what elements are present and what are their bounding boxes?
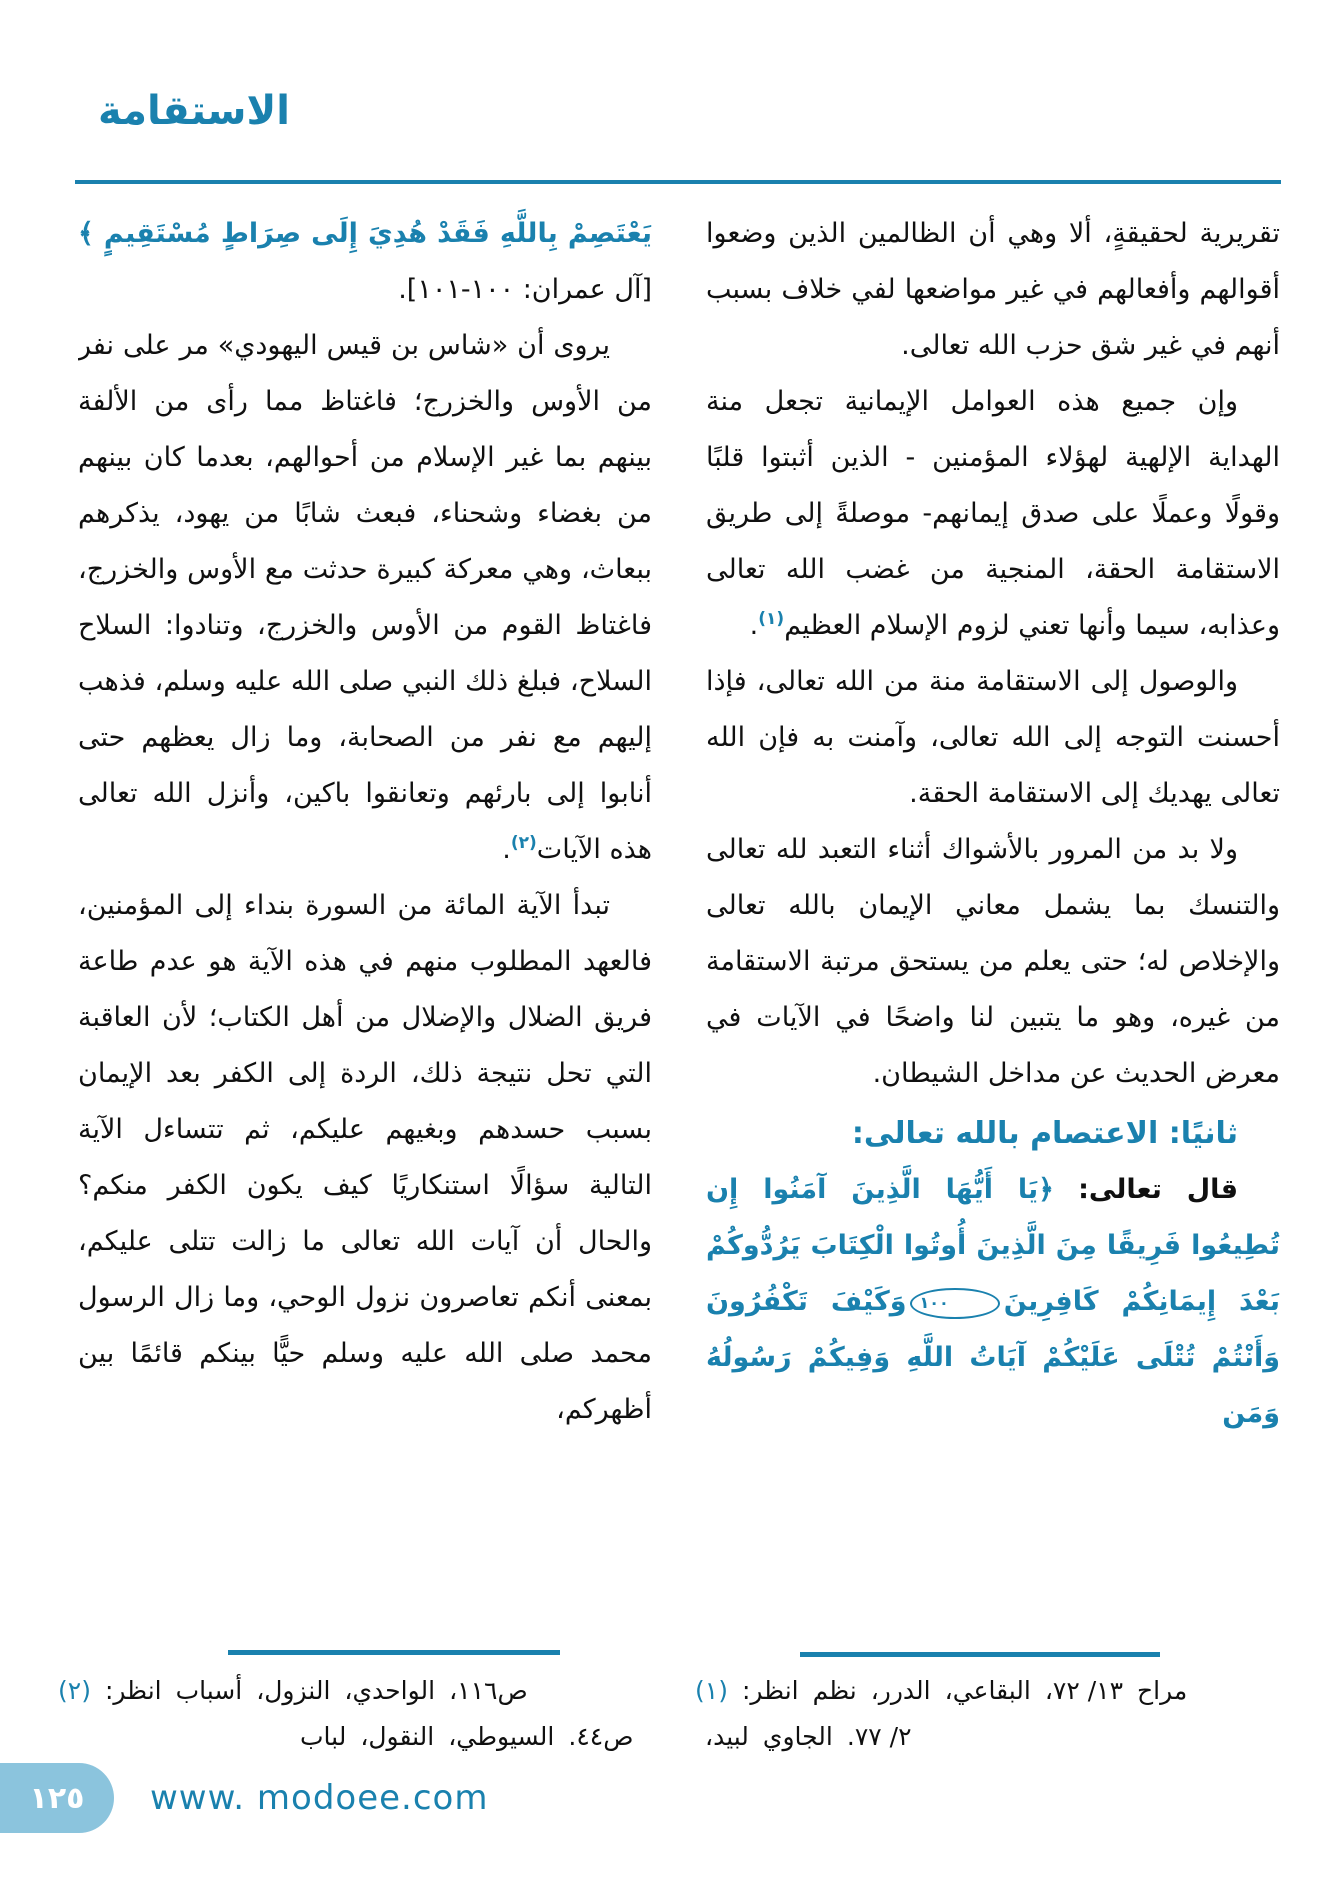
quran-verse-part2: وَكَيْفَ تَكْفُرُونَ وَأَنْتُمْ تُتْلَى عَلَيْكُمْ آيَاتُ اللَّهِ وَفِيكُمْ رَسُولُهُ وَمَن xyxy=(706,1286,1280,1429)
footnote-marker: (٢) xyxy=(58,1676,91,1705)
page-number-tab xyxy=(0,1763,114,1833)
footnote-word: النزول، xyxy=(256,1676,331,1705)
quran-quote xyxy=(706,1162,1280,1442)
footnote-left-lines xyxy=(58,1668,670,1760)
quran-verse-continuation: يَعْتَصِمْ بِاللَّهِ فَقَدْ هُدِيَ إِلَى صِرَاطٍ مُسْتَقِيمٍ ﴾ xyxy=(78,218,652,249)
footnote-word: انظر: xyxy=(104,1676,162,1705)
footnote-ref-1: (١) xyxy=(758,609,785,629)
footnote-word: ص١١٦، xyxy=(449,1676,528,1705)
footnote-line xyxy=(695,1668,1291,1714)
footnote-word: لباب xyxy=(300,1722,347,1751)
footnote-word: نظم xyxy=(812,1676,857,1705)
paragraph-text: تبدأ الآية المائة من السورة بنداء إلى المؤمنين، فالعهد المطلوب منهم في هذه الآية هو عدم طاعة فريق الضلال والإضلال من أهل الكتاب؛ لأن العاقبة التي تحل نتيجة ذلك، الردة إلى الكفر بعد الإيمان بسبب حسدهم وبغيهم عليكم، ثم تتساءل الآية التالية سؤالًا استنكاريًا كيف يكون الكفر منكم؟ والحال أن آيات الله تعالى ما زالت تتلى عليكم، بمعنى أنكم تعاصرون نزول الوحي، وما زال الرسول محمد صلى الله عليه وسلم حيًّا بينكم قائمًا بين أظهركم، xyxy=(78,890,652,1425)
right-text-column xyxy=(706,206,1280,1658)
body-paragraph xyxy=(706,822,1280,1102)
website-url: www. modoee.com xyxy=(150,1778,489,1818)
quote-intro: قال تعالى: xyxy=(1078,1174,1238,1205)
left-text-column xyxy=(78,206,652,1658)
body-paragraph xyxy=(706,206,1280,374)
paragraph-tail: . xyxy=(502,834,511,865)
paragraph-text: والوصول إلى الاستقامة منة من الله تعالى، فإذا أحسنت التوجه إلى الله تعالى، وآمنت به فإن الله تعالى يهديك إلى الاستقامة الحقة. xyxy=(706,666,1280,809)
footnote-marker: (١) xyxy=(695,1676,728,1705)
body-paragraph xyxy=(706,374,1280,654)
header-rule-divider xyxy=(75,180,1281,184)
footnote-word: الدرر، xyxy=(870,1676,931,1705)
verse-continuation-paragraph xyxy=(78,206,652,318)
footnote-word: أسباب xyxy=(175,1676,243,1705)
footnote-line xyxy=(705,1714,1291,1760)
footnote-word: ٢/ ٧٧. xyxy=(846,1722,912,1751)
section-heading: ثانيًا: الاعتصام بالله تعالى: xyxy=(851,1116,1238,1151)
page-number: ١٢٥ xyxy=(29,1780,85,1816)
footnote-ref-2: (٢) xyxy=(510,833,537,853)
body-paragraph xyxy=(78,318,652,878)
footnote-line xyxy=(58,1668,670,1714)
footnote-word: البقاعي، xyxy=(944,1676,1031,1705)
footnote-word: ص٤٤. xyxy=(568,1722,634,1751)
body-paragraph xyxy=(706,654,1280,822)
footnote-separator-left xyxy=(228,1650,560,1655)
footnote-word: الواحدي، xyxy=(344,1676,436,1705)
paragraph-text: تقريرية لحقيقةٍ، ألا وهي أن الظالمين الذين وضعوا أقوالهم وأفعالهم في غير مواضعها لفي خلاف بسبب أنهم في غير شق حزب الله تعالى. xyxy=(706,218,1280,361)
footnote-word: الجاوي xyxy=(762,1722,833,1751)
footnote-right-lines xyxy=(695,1668,1291,1760)
quran-verse-part1: ﴿يَا أَيُّهَا الَّذِينَ آمَنُوا إِن تُطِيعُوا فَرِيقًا مِنَ الَّذِينَ أُوتُوا الْكِتَابَ يَرُدُّوكُمْ بَعْدَ إِيمَانِكُمْ كَافِرِينَ xyxy=(706,1174,1280,1317)
footnote-separator-right xyxy=(800,1652,1160,1657)
verse-citation: [آل عمران: ١٠٠-١٠١]. xyxy=(398,274,652,305)
footnote-word: النقول، xyxy=(360,1722,435,1751)
footnote-word: السيوطي، xyxy=(448,1722,555,1751)
ayah-number-badge: ١٠٠ xyxy=(910,1288,999,1319)
paragraph-text: ولا بد من المرور بالأشواك أثناء التعبد لله تعالى والتنسك بما يشمل معاني الإيمان بالله تعالى والإخلاص له؛ حتى يعلم من يستحق مرتبة الاستقامة من غيره، وهو ما يتبين لنا واضحًا في الآيات في معرض الحديث عن مداخل الشيطان. xyxy=(706,834,1280,1089)
paragraph-text: يروى أن «شاس بن قيس اليهودي» مر على نفر من الأوس والخزرج؛ فاغتاظ مما رأى من الألفة بينهم بما غير الإسلام من أحوالهم، بعدما كان بينهم من بغضاء وشحناء، فبعث شابًا من يهود، يذكرهم ببعاث، وهي معركة كبيرة حدثت مع الأوس والخزرج، فاغتاظ القوم من الأوس والخزرج، وتنادوا: السلاح السلاح، فبلغ ذلك النبي صلى الله عليه وسلم، فذهب إليهم مع نفر من الصحابة، وما زال يعظهم حتى أنابوا إلى بارئهم وتعانقوا باكين، وأنزل الله تعالى هذه الآيات xyxy=(78,330,652,865)
footnote-word: انظر: xyxy=(741,1676,799,1705)
paragraph-tail: . xyxy=(749,610,759,641)
footnote-word: ١٣/ ٧٢، xyxy=(1044,1676,1123,1705)
body-paragraph xyxy=(78,878,652,1438)
paragraph-text: وإن جميع هذه العوامل الإيمانية تجعل منة الهداية الإلهية لهؤلاء المؤمنين - الذين أثبتوا قلبًا وقولًا وعملًا على صدق إيمانهم- موصلةً إلى طريق الاستقامة الحقة، المنجية من غضب الله تعالى وعذابه، سيما وأنها تعني لزوم الإسلام العظيم xyxy=(706,386,1280,641)
footnote-line xyxy=(300,1714,670,1760)
footnote-word: مراح xyxy=(1137,1676,1188,1705)
page-title: الاستقامة xyxy=(98,88,290,134)
footnote-word: لبيد، xyxy=(705,1722,749,1751)
